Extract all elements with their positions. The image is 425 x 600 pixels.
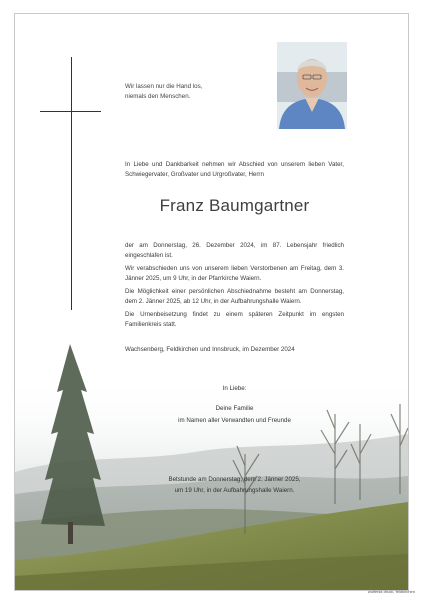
closing-in-love: In Liebe:: [222, 385, 247, 392]
quote-line-2: niemals den Menschen.: [125, 93, 191, 100]
deceased-name: Franz Baumgartner: [159, 196, 310, 215]
prayer-line-1: Betstunde am Donnerstag, dem 2. Jänner 2025,: [168, 476, 301, 483]
closing-relatives: im Namen aller Verwandten und Freunde: [178, 417, 291, 424]
prayer-line-2: um 19 Uhr, in der Aufbahrungshalle Waiern.: [174, 487, 295, 494]
portrait-image: [277, 42, 347, 129]
closing-family: Deine Familie: [215, 405, 254, 412]
obituary-card: [14, 13, 409, 591]
quote-text: [125, 82, 265, 102]
printer-credit: wulfenia druck, feldkirchen: [367, 589, 415, 594]
cross-vertical-line: [71, 57, 72, 310]
paragraph-urn: Die Urnenbeisetzung findet zu einem späteren Zeitpunkt im engsten Familienkreis statt.: [125, 311, 344, 328]
paragraph-passing: der am Donnerstag, 26. Dezember 2024, im 87. Lebensjahr friedlich eingeschlafen ist.: [125, 242, 344, 259]
quote-line-1: Wir lassen nur die Hand los,: [125, 83, 203, 90]
portrait-photo: [277, 42, 347, 129]
intro-text: In Liebe und Dankbarkeit nehmen wir Abschied von unserem lieben Vater, Schwiegervater, Großvater und Urgroßvater, Herrn: [125, 161, 344, 178]
paragraph-farewell: Die Möglichkeit einer persönlichen Abschiednahme besteht am Donnerstag, dem 2. Jänner 2025, ab 12 Uhr, in der Aufbahrungshalle Waiern.: [125, 288, 344, 305]
paragraph-funeral: Wir verabschieden uns von unserem lieben Verstorbenen am Freitag, dem 3. Jänner 2025, um 9 Uhr, in der Pfarrkirche Waiern.: [125, 265, 344, 282]
cross-horizontal-line: [40, 111, 101, 112]
place-date: Wachsenberg, Feldkirchen und Innsbruck, im Dezember 2024: [125, 346, 295, 353]
